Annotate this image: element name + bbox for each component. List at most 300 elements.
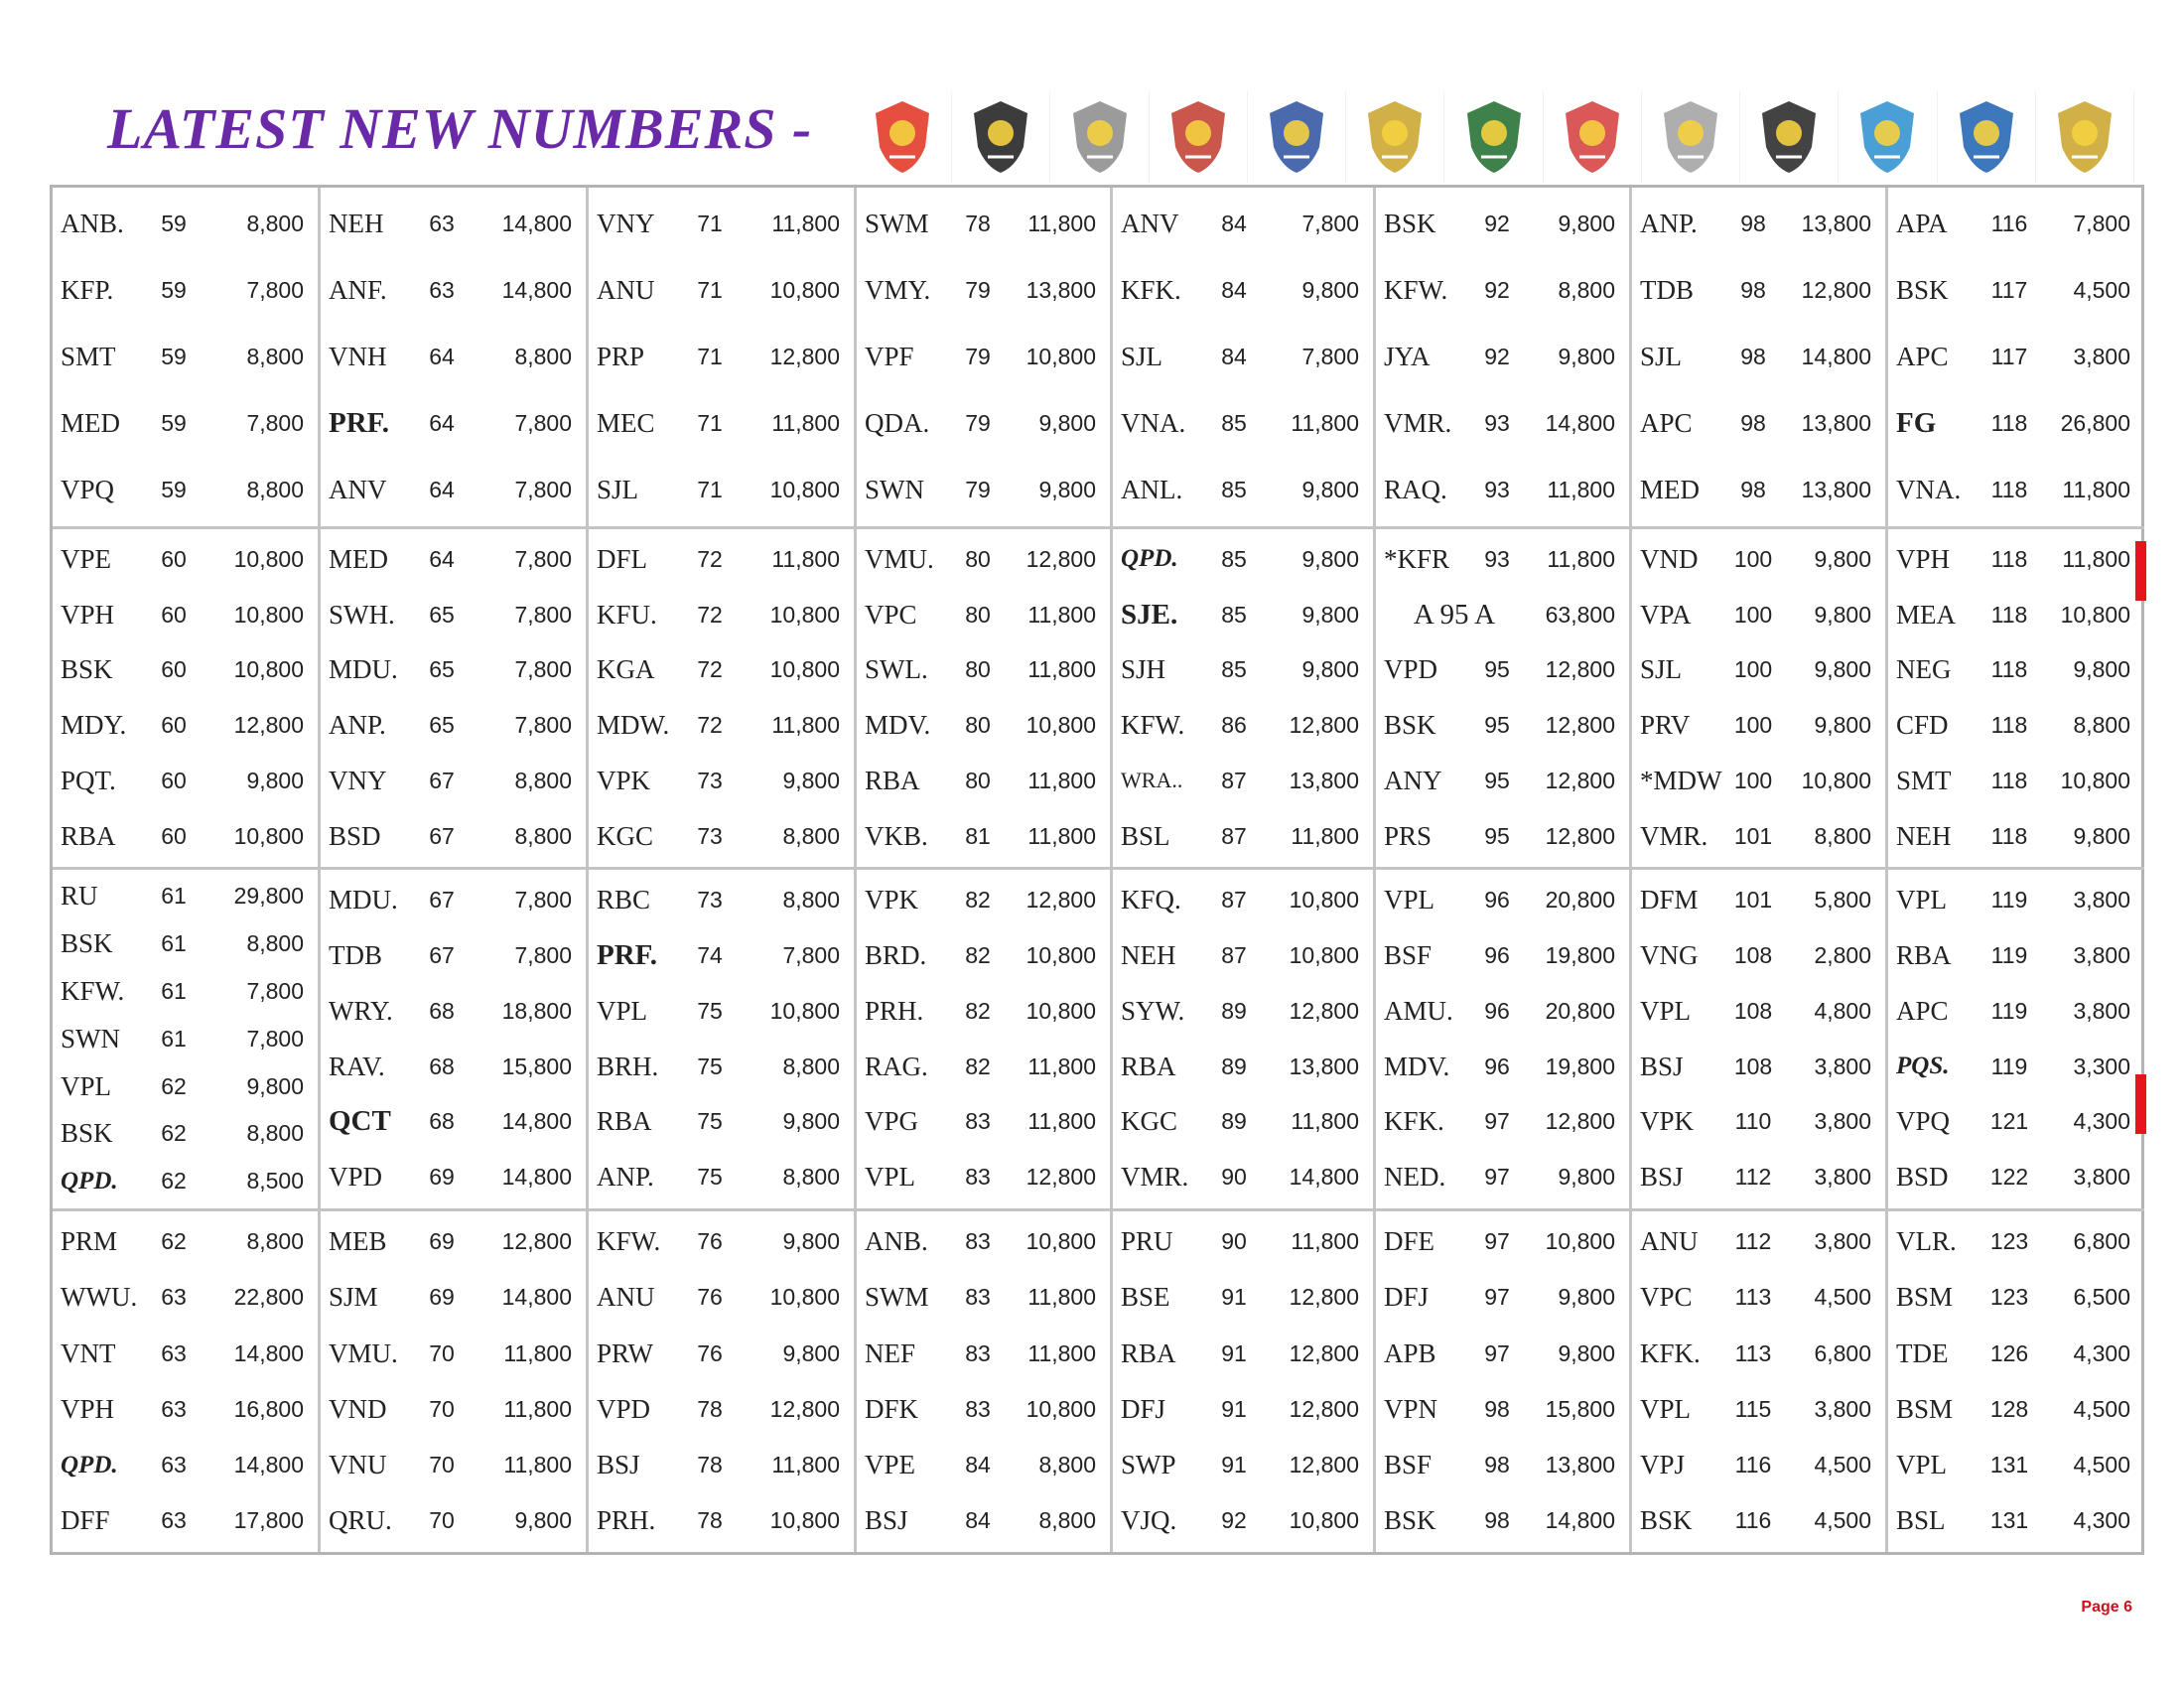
plate-price: 7,800 — [246, 276, 304, 303]
plate-number: 72 — [697, 712, 723, 739]
plate-prefix: DFM — [1640, 885, 1699, 915]
plate-prefix: VND — [1640, 543, 1699, 574]
plate-entry — [589, 754, 854, 807]
page-title: LATEST NEW NUMBERS - — [107, 96, 813, 161]
plate-number: 87 — [1221, 822, 1247, 849]
plate-entry — [1376, 263, 1629, 317]
plate-number: 96 — [1484, 997, 1510, 1024]
plate-price: 9,800 — [1038, 476, 1096, 502]
plate-entry — [589, 1382, 854, 1436]
plate-block — [589, 870, 857, 1211]
plate-prefix: VPL — [1896, 885, 1948, 915]
plate-price: 9,800 — [1301, 276, 1359, 303]
plate-prefix: ANB. — [865, 1226, 928, 1257]
plate-number: 79 — [965, 409, 991, 436]
plate-price: 9,800 — [782, 1228, 840, 1255]
plate-prefix: BSK — [1384, 208, 1436, 238]
plate-price: 10,800 — [1289, 887, 1359, 914]
plate-entry — [321, 1494, 586, 1548]
plate-price: 9,800 — [514, 1507, 572, 1534]
plate-prefix: VLR. — [1896, 1226, 1957, 1257]
plate-price: 11,800 — [1027, 1053, 1096, 1079]
plate-price: 4,300 — [2073, 1108, 2130, 1135]
plate-price: 13,800 — [1025, 276, 1096, 303]
plate-prefix: BSK — [1384, 1505, 1436, 1536]
plate-price: 7,800 — [514, 601, 572, 628]
plate-number: 82 — [965, 942, 991, 969]
plate-price: 9,800 — [1558, 210, 1615, 236]
plate-number: 89 — [1221, 997, 1247, 1024]
plate-number: 67 — [429, 887, 455, 914]
plate-number: 63 — [429, 210, 455, 236]
plate-number: 92 — [1221, 1507, 1247, 1534]
plate-prefix: TDB — [329, 940, 382, 971]
plate-prefix: WRA.. — [1121, 768, 1183, 793]
plate-prefix: BSL — [1896, 1505, 1946, 1536]
plate-prefix: ANP. — [597, 1162, 654, 1193]
plate-prefix: VPF — [865, 341, 914, 371]
plate-entry — [589, 1327, 854, 1380]
plate-entry — [589, 1494, 854, 1548]
plate-prefix: BSF — [1384, 940, 1433, 971]
plate-price: 12,800 — [1289, 1395, 1359, 1422]
plate-prefix: QPD. — [1121, 545, 1178, 573]
plate-entry — [1632, 643, 1885, 697]
plate-price: 10,800 — [769, 656, 840, 683]
plate-entry — [1113, 874, 1373, 927]
plate-price: 11,800 — [1027, 822, 1096, 849]
plate-entry — [857, 1040, 1110, 1093]
plate-price: 7,800 — [514, 656, 572, 683]
plate-number: 100 — [1733, 767, 1773, 793]
plate-entry — [1888, 532, 2144, 586]
plate-number: 75 — [697, 1164, 723, 1191]
plate-prefix: DFJ — [1384, 1282, 1430, 1313]
plate-number: 122 — [1989, 1164, 2029, 1191]
plate-prefix: PRW — [597, 1337, 654, 1368]
plate-entry — [857, 699, 1110, 753]
plate-block — [1113, 529, 1376, 871]
plate-price: 9,800 — [1814, 545, 1871, 572]
plate-entry — [1113, 1215, 1373, 1269]
plate-price: 11,800 — [503, 1452, 572, 1478]
negeri-sembilan-crest-icon — [952, 91, 1050, 183]
plate-number: 63 — [161, 1339, 187, 1366]
plate-prefix: VMU. — [865, 543, 934, 574]
plate-number: 97 — [1484, 1284, 1510, 1311]
plate-number: 84 — [965, 1507, 991, 1534]
plate-prefix: SJH — [1121, 654, 1166, 685]
plate-number: 95 — [1484, 712, 1510, 739]
plate-price: 11,800 — [771, 1452, 840, 1478]
plate-prefix: APB — [1384, 1337, 1436, 1368]
plate-entry — [1632, 1327, 1885, 1380]
plate-price: 8,800 — [246, 930, 304, 957]
kelantan-crest-icon — [1444, 91, 1543, 183]
plate-prefix: MDW. — [597, 710, 670, 741]
plate-entry — [1113, 1040, 1373, 1093]
plate-number: 65 — [429, 601, 455, 628]
plate-entry — [1632, 754, 1885, 807]
plate-price: 8,800 — [1558, 276, 1615, 303]
plate-block — [53, 870, 321, 1211]
plate-number: 76 — [697, 1284, 723, 1311]
plate-entry — [589, 532, 854, 586]
melaka-crest-icon — [1544, 91, 1642, 183]
plate-entry — [1376, 588, 1629, 641]
plate-number: 113 — [1734, 1284, 1772, 1311]
plate-entry — [1113, 929, 1373, 983]
plate-price: 8,800 — [514, 767, 572, 793]
plate-price: 10,800 — [769, 997, 840, 1024]
plate-price: 11,800 — [503, 1339, 572, 1366]
plate-entry — [53, 699, 318, 753]
plate-number: 83 — [965, 1339, 991, 1366]
plate-price: 4,500 — [2073, 1395, 2130, 1422]
plate-number: 71 — [697, 276, 723, 303]
plate-price: 13,800 — [1289, 767, 1359, 793]
plate-entry — [1113, 396, 1373, 450]
plate-entry — [1376, 929, 1629, 983]
plate-number: 62 — [161, 1168, 187, 1195]
plate-prefix: SWH. — [329, 599, 395, 630]
plate-price: 9,800 — [1301, 476, 1359, 502]
plate-entry — [321, 197, 586, 250]
plate-entry — [857, 463, 1110, 516]
plate-price: 11,800 — [1547, 476, 1615, 502]
plate-number: 118 — [1990, 545, 2028, 572]
plate-price: 12,800 — [1289, 1339, 1359, 1366]
plate-prefix: VND — [329, 1393, 387, 1424]
plate-price: 8,800 — [514, 822, 572, 849]
plate-price: 10,800 — [2060, 767, 2130, 793]
plate-number: 85 — [1221, 545, 1247, 572]
plate-prefix: VPL — [1640, 995, 1692, 1026]
plate-number: 98 — [1484, 1452, 1510, 1478]
plate-price: 3,800 — [2073, 887, 2130, 914]
plate-price: 11,800 — [771, 210, 840, 236]
plate-price: 10,800 — [1025, 997, 1096, 1024]
red-edge-marker — [2135, 1074, 2146, 1134]
plate-prefix: TDE — [1896, 1337, 1949, 1368]
plate-number: 118 — [1990, 656, 2028, 683]
plate-entry — [589, 1040, 854, 1093]
plate-number: 84 — [1221, 343, 1247, 369]
plate-prefix: VPE — [61, 543, 112, 574]
plate-price: 12,800 — [1801, 276, 1871, 303]
plate-entry — [1888, 1271, 2144, 1325]
plate-price: 11,800 — [1291, 1108, 1359, 1135]
plate-price: 3,800 — [1814, 1164, 1871, 1191]
plate-number: 92 — [1484, 343, 1510, 369]
plate-block — [857, 188, 1113, 529]
plate-number: 119 — [1990, 1053, 2028, 1079]
plate-entry — [1632, 396, 1885, 450]
plate-price: 8,800 — [782, 822, 840, 849]
plate-entry — [857, 263, 1110, 317]
plate-prefix: RAG. — [865, 1051, 928, 1081]
plate-entry — [1376, 1151, 1629, 1204]
plate-price: 11,800 — [1291, 822, 1359, 849]
plate-price: 3,300 — [2073, 1053, 2130, 1079]
plate-price: 9,800 — [1558, 343, 1615, 369]
plate-entry — [1632, 929, 1885, 983]
plate-prefix: VPH — [1896, 543, 1951, 574]
plate-price: 10,800 — [769, 276, 840, 303]
plate-block — [857, 1211, 1113, 1553]
plate-prefix: BSK — [1640, 1505, 1693, 1536]
plate-price: 7,800 — [514, 942, 572, 969]
plate-prefix: MED — [329, 543, 388, 574]
plate-prefix: VPD — [329, 1162, 383, 1193]
plate-block — [1113, 188, 1376, 529]
plate-price: 19,800 — [1545, 942, 1615, 969]
plate-block — [321, 870, 589, 1211]
plate-entry — [321, 1215, 586, 1269]
plate-price: 17,800 — [233, 1507, 304, 1534]
plate-price: 29,800 — [233, 883, 304, 910]
plate-price: 12,800 — [1545, 712, 1615, 739]
plate-entry — [1376, 1382, 1629, 1436]
plate-entry — [1632, 1040, 1885, 1093]
plate-number: 71 — [697, 210, 723, 236]
plate-number: 64 — [429, 545, 455, 572]
plate-prefix: VPD — [1384, 654, 1438, 685]
plate-prefix: SWL. — [865, 654, 928, 685]
plate-entry — [1113, 588, 1373, 641]
plate-price: 8,800 — [246, 343, 304, 369]
plate-prefix: QCT — [329, 1105, 391, 1138]
plate-prefix: VPL — [61, 1070, 112, 1101]
plate-number: 98 — [1740, 409, 1766, 436]
plate-price: 11,800 — [503, 1395, 572, 1422]
plate-price: 3,800 — [1814, 1053, 1871, 1079]
plate-price: 8,800 — [514, 343, 572, 369]
plate-entry — [1888, 1327, 2144, 1380]
plate-block — [321, 529, 589, 871]
plate-entry — [1113, 1327, 1373, 1380]
plate-number: 119 — [1990, 942, 2028, 969]
plate-number: 75 — [697, 1053, 723, 1079]
plate-number: 118 — [1990, 712, 2028, 739]
plate-number: 67 — [429, 822, 455, 849]
plate-number: 79 — [965, 276, 991, 303]
plate-number: 81 — [965, 822, 991, 849]
plate-prefix: SJL — [1640, 341, 1683, 371]
plate-prefix: ANV — [329, 474, 387, 504]
plate-block — [1888, 529, 2144, 871]
plate-price: 2,800 — [1814, 942, 1871, 969]
plate-number: 62 — [161, 1072, 187, 1099]
sabah-crest-icon — [1938, 91, 2036, 183]
plate-prefix: VPN — [1384, 1393, 1438, 1424]
plate-price: 14,800 — [1289, 1164, 1359, 1191]
plate-price: 14,800 — [1801, 343, 1871, 369]
plate-price: 6,800 — [1814, 1339, 1871, 1366]
plate-entry — [589, 463, 854, 516]
plate-prefix: VNG — [1640, 940, 1699, 971]
plate-block — [1113, 1211, 1376, 1553]
plate-entry — [1632, 1494, 1885, 1548]
plate-price: 20,800 — [1545, 997, 1615, 1024]
plate-number: 78 — [965, 210, 991, 236]
plate-prefix: BSM — [1896, 1393, 1954, 1424]
plate-price: 9,800 — [1558, 1284, 1615, 1311]
plate-price: 8,800 — [246, 210, 304, 236]
plate-prefix: ANY — [1384, 765, 1442, 795]
plate-prefix: VPL — [1384, 885, 1435, 915]
plate-prefix: VPL — [1896, 1450, 1948, 1480]
plate-prefix: VKB. — [865, 820, 928, 851]
plate-entry — [1376, 754, 1629, 807]
plate-entry — [321, 874, 586, 927]
plate-price: 9,800 — [782, 1108, 840, 1135]
plate-number: 117 — [1990, 276, 2028, 303]
plate-entry — [1632, 197, 1885, 250]
plate-price: 8,500 — [246, 1168, 304, 1195]
plate-price: 12,800 — [1289, 1284, 1359, 1311]
plate-price: 10,800 — [769, 1507, 840, 1534]
plate-price: 3,800 — [2073, 997, 2130, 1024]
plate-entry — [857, 1151, 1110, 1204]
plate-prefix: VPG — [865, 1106, 919, 1137]
plate-price: 4,500 — [1814, 1507, 1871, 1534]
plate-number: 78 — [697, 1395, 723, 1422]
plate-price: 4,500 — [1814, 1452, 1871, 1478]
plate-number: 112 — [1734, 1164, 1772, 1191]
plate-entry — [1632, 699, 1885, 753]
plate-price: 11,800 — [2062, 476, 2130, 502]
plate-number: 89 — [1221, 1053, 1247, 1079]
plate-price: 10,800 — [1801, 767, 1871, 793]
plate-number: 70 — [429, 1395, 455, 1422]
plate-prefix: SMT — [61, 341, 116, 371]
plate-prefix: BSF — [1384, 1450, 1433, 1480]
plate-entry — [321, 699, 586, 753]
plate-entry — [1888, 643, 2144, 697]
plate-number: 59 — [161, 409, 187, 436]
plate-entry — [1113, 984, 1373, 1038]
plate-number: 84 — [965, 1452, 991, 1478]
plate-number: 59 — [161, 276, 187, 303]
plate-entry — [1376, 1271, 1629, 1325]
plate-number: 92 — [1484, 210, 1510, 236]
plate-prefix: DFL — [597, 543, 648, 574]
plate-number: 80 — [965, 545, 991, 572]
plate-number: 95 — [1484, 767, 1510, 793]
plate-entry — [857, 1382, 1110, 1436]
plate-price: 14,800 — [501, 1284, 572, 1311]
plate-prefix: MDU. — [329, 885, 398, 915]
plate-entry — [1376, 809, 1629, 863]
plate-entry — [857, 588, 1110, 641]
plate-entry — [1632, 1215, 1885, 1269]
plate-number: 97 — [1484, 1339, 1510, 1366]
plate-number: 60 — [161, 822, 187, 849]
plate-number: 69 — [429, 1284, 455, 1311]
plate-entry — [321, 809, 586, 863]
plate-entry — [1888, 263, 2144, 317]
plate-number: 87 — [1221, 767, 1247, 793]
plate-prefix: VMR. — [1384, 407, 1452, 438]
plate-prefix: BSK — [61, 928, 113, 959]
plate-number: 121 — [1989, 1108, 2029, 1135]
plate-block — [589, 529, 857, 871]
plate-price: 9,800 — [246, 1072, 304, 1099]
plate-entry — [857, 197, 1110, 250]
johor-crest-icon — [1150, 91, 1248, 183]
plate-number: 62 — [161, 1120, 187, 1147]
plate-number: 118 — [1990, 601, 2028, 628]
plate-entry — [1376, 984, 1629, 1038]
plate-entry — [1113, 1151, 1373, 1204]
plate-entry — [1632, 1271, 1885, 1325]
plate-price: 4,500 — [1814, 1284, 1871, 1311]
plate-price: 16,800 — [233, 1395, 304, 1422]
plate-number: 73 — [697, 887, 723, 914]
plate-prefix: BSK — [1384, 710, 1436, 741]
plate-block — [1632, 1211, 1888, 1553]
plate-entry — [1113, 754, 1373, 807]
plate-entry — [1113, 197, 1373, 250]
plate-number: 72 — [697, 656, 723, 683]
plate-number: 79 — [965, 476, 991, 502]
plate-block — [857, 870, 1113, 1211]
plate-prefix: MDV. — [865, 710, 931, 741]
plate-entry — [1113, 643, 1373, 697]
plate-prefix: WRY. — [329, 995, 393, 1026]
plate-price: 10,800 — [1289, 942, 1359, 969]
plate-prefix: MEA — [1896, 599, 1956, 630]
plate-number: 60 — [161, 601, 187, 628]
plate-entry — [53, 968, 318, 1016]
plate-number: 61 — [161, 1025, 187, 1052]
plate-number: 131 — [1989, 1452, 2029, 1478]
plate-price: 12,800 — [1289, 712, 1359, 739]
plate-prefix: BSJ — [865, 1505, 908, 1536]
plate-number: 108 — [1733, 942, 1773, 969]
plate-entry — [53, 920, 318, 968]
plate-price: 8,800 — [246, 1228, 304, 1255]
plate-number: 82 — [965, 887, 991, 914]
plate-entry — [1376, 396, 1629, 450]
plate-price: 14,800 — [233, 1452, 304, 1478]
plate-prefix: BSD — [1896, 1162, 1949, 1193]
plate-prefix: BSJ — [597, 1450, 640, 1480]
plate-number: 112 — [1734, 1228, 1772, 1255]
plate-price: 14,800 — [1545, 409, 1615, 436]
plate-prefix: BSL — [1121, 820, 1170, 851]
plate-number: 79 — [965, 343, 991, 369]
plate-entry — [589, 643, 854, 697]
plate-prefix: MED — [61, 407, 120, 438]
plate-prefix: DFF — [61, 1505, 110, 1536]
plate-prefix: VJQ. — [1121, 1505, 1177, 1536]
plate-prefix: PQS. — [1896, 1053, 1950, 1080]
plate-price: 6,800 — [2073, 1228, 2130, 1255]
plate-price: 11,800 — [1027, 1284, 1096, 1311]
plate-number: 69 — [429, 1228, 455, 1255]
plate-prefix: VPC — [1640, 1282, 1693, 1313]
plate-number: 108 — [1733, 997, 1773, 1024]
plate-number: 83 — [965, 1228, 991, 1255]
perak-crest-icon — [1642, 91, 1740, 183]
plate-price: 3,800 — [2073, 343, 2130, 369]
plate-prefix: SWN — [61, 1023, 120, 1054]
plate-price: 11,800 — [1027, 1108, 1096, 1135]
plate-number: 84 — [1221, 276, 1247, 303]
plate-prefix: SJM — [329, 1282, 378, 1313]
